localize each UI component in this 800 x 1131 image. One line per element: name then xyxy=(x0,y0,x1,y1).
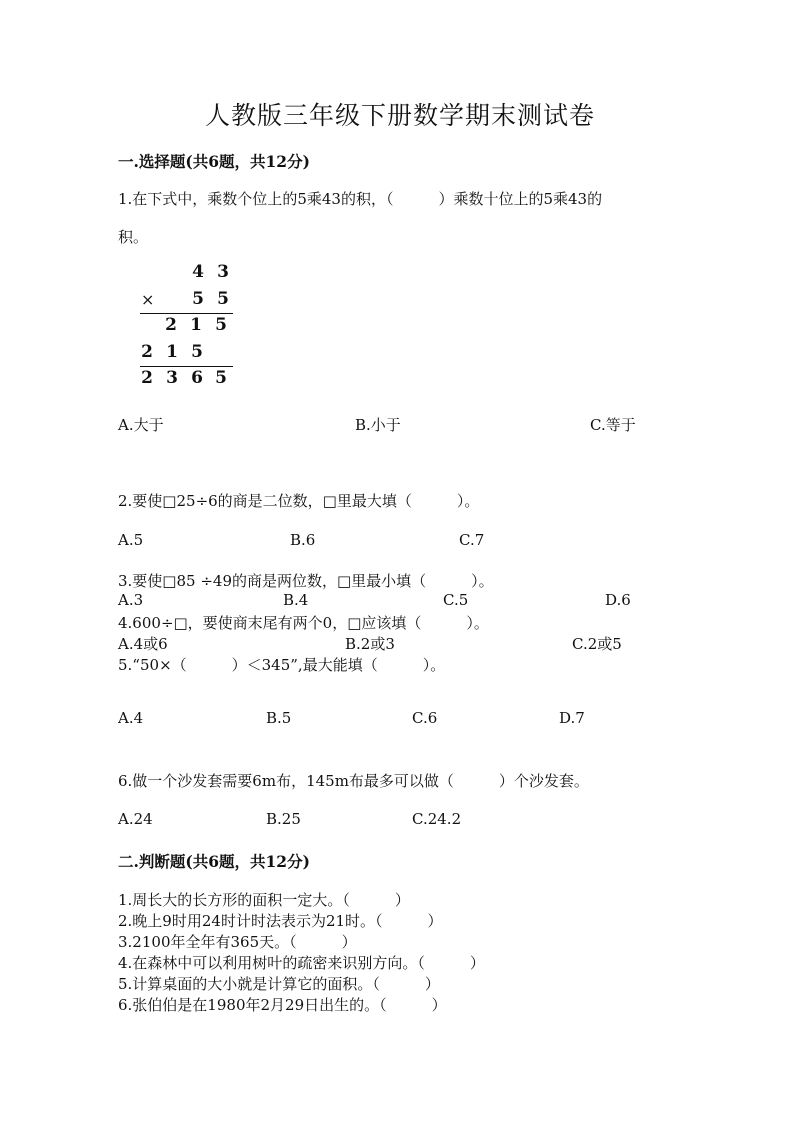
q3-option-a: A.3 xyxy=(118,591,144,609)
calc-digit: 2 xyxy=(165,315,177,335)
q6-option-a: A.24 xyxy=(118,810,153,828)
q6-option-b: B.25 xyxy=(266,810,301,828)
calc-digit: 3 xyxy=(166,368,178,388)
calc-digit: 2 xyxy=(141,342,153,362)
calc-digit: 1 xyxy=(166,342,178,362)
calc-divider-line xyxy=(140,366,233,367)
judgment-item-6: 6.张伯伯是在1980年2月29日出生的。（ ） xyxy=(118,996,447,1014)
calc-digit: 5 xyxy=(191,342,203,362)
question-1-line2: 积。 xyxy=(118,228,149,246)
judgment-item-4: 4.在森林中可以利用树叶的疏密来识别方向。（ ） xyxy=(118,954,485,972)
calc-digit: 3 xyxy=(217,262,229,282)
question-4: 4.600÷□，要使商末尾有两个0，□应该填（ ）。 xyxy=(118,614,489,632)
question-1-line1: 1.在下式中，乘数个位上的5乘43的积，（ ）乘数十位上的5乘43的 xyxy=(118,190,603,208)
judgment-item-2: 2.晚上9时用24时计时法表示为21时。（ ） xyxy=(118,912,443,930)
calc-digit: 5 xyxy=(217,289,229,309)
calc-digit: 1 xyxy=(190,315,202,335)
q2-option-a: A.5 xyxy=(118,531,144,549)
q3-option-c: C.5 xyxy=(443,591,469,609)
judgment-item-5: 5.计算桌面的大小就是计算它的面积。（ ） xyxy=(118,975,440,993)
q1-option-b: B.小于 xyxy=(355,416,401,434)
calc-digit: 4 xyxy=(192,262,204,282)
judgment-item-1: 1.周长大的长方形的面积一定大。（ ） xyxy=(118,891,410,909)
q5-option-a: A.4 xyxy=(118,709,144,727)
q2-option-b: B.6 xyxy=(290,531,316,549)
q2-option-c: C.7 xyxy=(459,531,485,549)
section-heading-choice: 一.选择题(共6题，共12分) xyxy=(118,152,310,171)
q5-option-b: B.5 xyxy=(266,709,292,727)
q6-option-c: C.24.2 xyxy=(412,810,462,828)
calc-digit: 5 xyxy=(215,315,227,335)
calc-divider-line xyxy=(140,313,233,314)
times-sign: × xyxy=(141,290,155,309)
q4-option-b: B.2或3 xyxy=(345,635,395,653)
section-heading-judgment: 二.判断题(共6题，共12分) xyxy=(118,852,310,871)
question-2: 2.要使□25÷6的商是二位数，□里最大填（ ）。 xyxy=(118,492,480,510)
page-title: 人教版三年级下册数学期末测试卷 xyxy=(204,101,595,130)
calc-digit: 6 xyxy=(191,368,203,388)
q1-option-c: C.等于 xyxy=(590,416,636,434)
calc-digit: 2 xyxy=(141,368,153,388)
question-5: 5.“50×（ ）＜345”,最大能填（ ）。 xyxy=(118,656,446,674)
q5-option-c: C.6 xyxy=(412,709,438,727)
q4-option-c: C.2或5 xyxy=(572,635,622,653)
q4-option-a: A.4或6 xyxy=(118,635,168,653)
calc-digit: 5 xyxy=(215,368,227,388)
q5-option-d: D.7 xyxy=(559,709,585,727)
q3-option-b: B.4 xyxy=(283,591,309,609)
judgment-item-3: 3.2100年全年有365天。（ ） xyxy=(118,933,357,951)
question-3: 3.要使□85 ÷49的商是两位数，□里最小填（ ）。 xyxy=(118,572,494,590)
q3-option-d: D.6 xyxy=(605,591,631,609)
q1-option-a: A.大于 xyxy=(118,416,164,434)
question-6: 6.做一个沙发套需要6m布，145m布最多可以做（ ）个沙发套。 xyxy=(118,772,589,790)
calc-digit: 5 xyxy=(192,289,204,309)
